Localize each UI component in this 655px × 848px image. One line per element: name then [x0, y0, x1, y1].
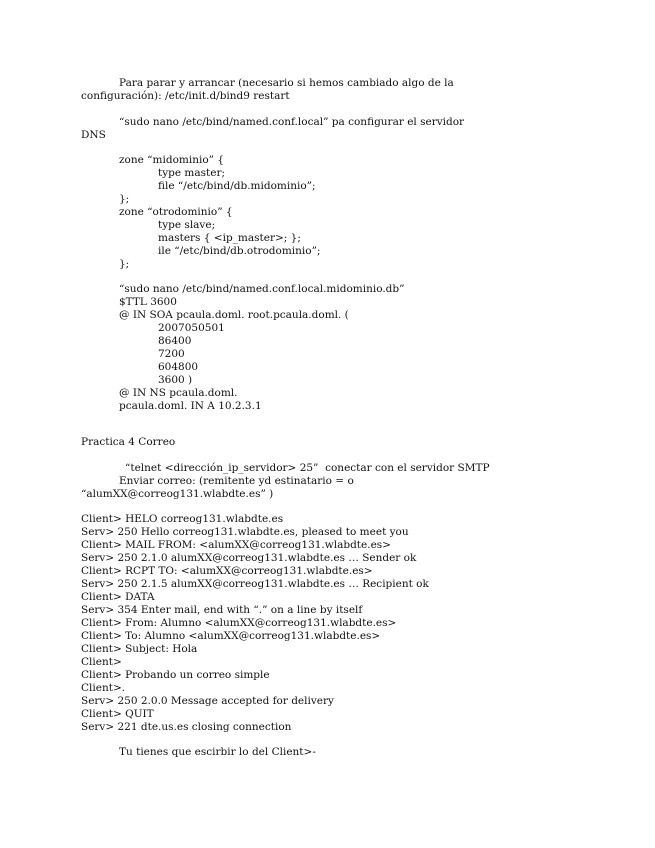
doc-line: Tu tienes que escirbir lo del Client>- — [119, 746, 316, 758]
doc-line: “telnet <dirección_ip_servidor> 25” conectar con el servidor SMTP — [125, 462, 490, 474]
doc-line: zone “midominio” { — [119, 154, 225, 166]
doc-line: @ IN NS pcaula.doml. — [119, 387, 238, 399]
smtp-line: Client> MAIL FROM: <alumXX@correog131.wlabdte.es> — [81, 539, 391, 551]
doc-line: 2007050501 — [158, 322, 225, 334]
smtp-line: Client> RCPT TO: <alumXX@correog131.wlabdte.es> — [81, 565, 373, 577]
smtp-line: Serv> 221 dte.us.es closing connection — [81, 721, 292, 733]
doc-line: Para parar y arrancar (necesario si hemos cambiado algo de la — [119, 77, 454, 89]
doc-line: 86400 — [158, 335, 192, 347]
doc-line: “alumXX@correog131.wlabdte.es” ) — [81, 488, 274, 500]
doc-line: type master; — [158, 167, 226, 179]
smtp-line: Serv> 250 Hello correog131.wlabdte.es, pleased to meet you — [81, 526, 409, 538]
smtp-line: Client> Probando un correo simple — [81, 669, 270, 681]
smtp-line: Client> QUIT — [81, 708, 154, 720]
smtp-line: Serv> 250 2.1.5 alumXX@correog131.wlabdte.es … Recipient ok — [81, 578, 429, 590]
doc-line: type slave; — [158, 219, 216, 231]
doc-line: DNS — [81, 129, 106, 141]
doc-line: }; — [119, 258, 130, 270]
doc-line: zone “otrodominio” { — [119, 206, 233, 218]
doc-line: $TTL 3600 — [119, 296, 177, 308]
smtp-line: Client> DATA — [81, 591, 155, 603]
smtp-line: Client> HELO correog131.wlabdte.es — [81, 513, 284, 525]
smtp-line: Client> From: Alumno <alumXX@correog131.wlabdte.es> — [81, 617, 397, 629]
doc-line: 3600 ) — [158, 374, 193, 386]
smtp-line: Client> — [81, 656, 122, 668]
smtp-line: Serv> 250 2.1.0 alumXX@correog131.wlabdte.es … Sender ok — [81, 552, 417, 564]
smtp-line: Client> Subject: Hola — [81, 643, 198, 655]
doc-line: 604800 — [158, 361, 199, 373]
doc-line: “sudo nano /etc/bind/named.conf.local” pa configurar el servidor — [119, 116, 465, 128]
smtp-line: Serv> 250 2.0.0 Message accepted for delivery — [81, 695, 334, 707]
smtp-line: Client>. — [81, 682, 126, 694]
doc-line: 7200 — [158, 348, 185, 360]
doc-line: pcaula.doml. IN A 10.2.3.1 — [119, 400, 262, 412]
smtp-line: Client> To: Alumno <alumXX@correog131.wlabdte.es> — [81, 630, 381, 642]
doc-line: file “/etc/bind/db.midominio”; — [158, 180, 316, 192]
doc-line: “sudo nano /etc/bind/named.conf.local.midominio.db” — [119, 283, 405, 295]
smtp-line: Serv> 354 Enter mail, end with “.” on a line by itself — [81, 604, 363, 616]
doc-line: masters { <ip_master>; }; — [158, 232, 301, 244]
doc-line: @ IN SOA pcaula.doml. root.pcaula.doml. ( — [119, 309, 349, 321]
doc-line: Enviar correo: (remitente yd estinatario = o — [119, 475, 354, 487]
doc-line: }; — [119, 193, 130, 205]
doc-line: configuración): /etc/init.d/bind9 restart — [81, 90, 290, 102]
section-heading: Practica 4 Correo — [81, 436, 176, 448]
doc-line: ile “/etc/bind/db.otrodominio”; — [158, 245, 321, 257]
